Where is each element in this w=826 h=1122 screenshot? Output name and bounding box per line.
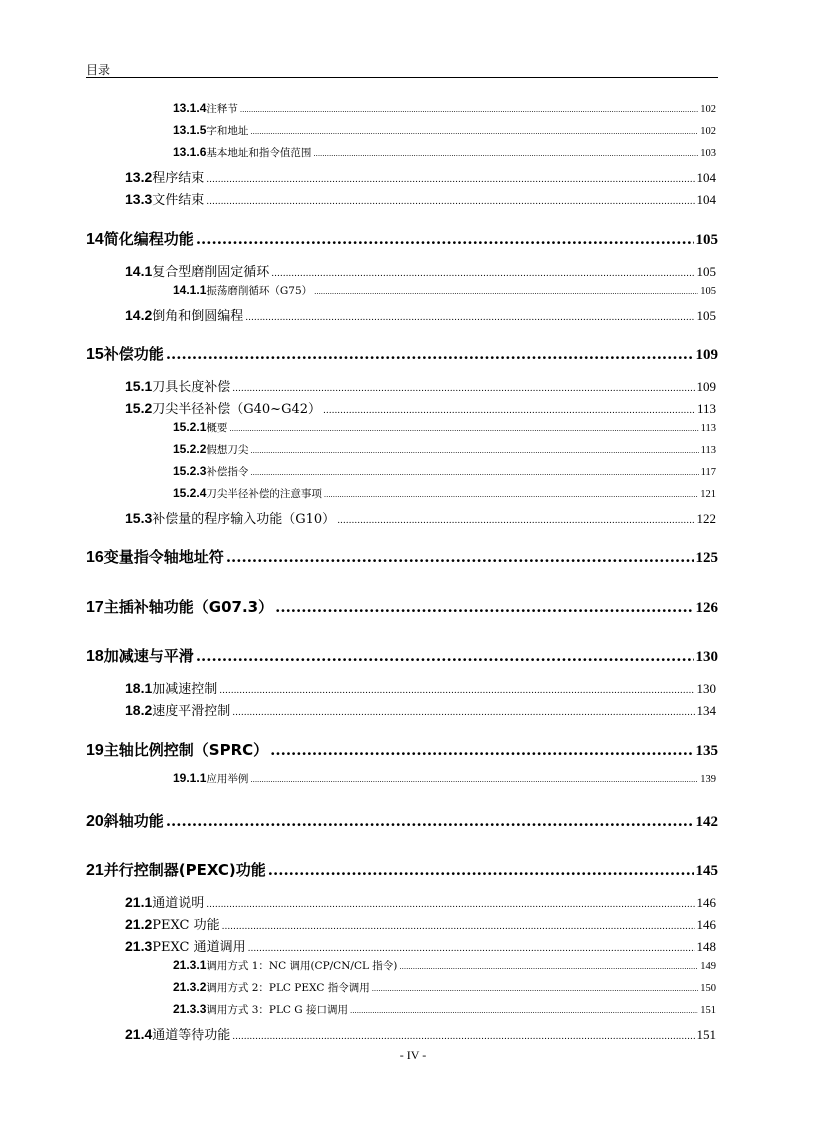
toc-entry-title: 振荡磨削循环（G75） (206, 285, 313, 297)
toc-leader-dots (196, 230, 694, 248)
toc-entry-number: 14.1 (125, 263, 153, 279)
toc-leader-dots (245, 313, 694, 323)
toc-entry-page: 104 (696, 170, 716, 185)
toc-entry-number: 15.2.2 (173, 442, 207, 456)
toc-entry-page: 126 (695, 600, 718, 616)
toc-entry-number: 14 (86, 231, 104, 248)
toc-entry-title: 刀具长度补偿 (152, 380, 231, 395)
toc-entry[interactable] (173, 101, 716, 116)
toc-leader-dots (232, 708, 694, 718)
toc-entry-page: 130 (696, 681, 716, 696)
toc-entry[interactable] (86, 546, 718, 567)
toc-entry-page: 134 (696, 703, 716, 718)
toc-leader-dots (270, 741, 693, 759)
toc-entry[interactable] (173, 123, 716, 138)
toc-entry[interactable] (173, 486, 716, 501)
toc-entry[interactable] (125, 914, 716, 933)
toc-entry-number: 15.2 (125, 400, 153, 416)
toc-leader-dots (166, 345, 694, 363)
toc-entry-number: 19.1.1 (173, 771, 207, 785)
toc-entry-number: 15.2.1 (173, 420, 207, 434)
toc-entry-title: 调用方式 2：PLC PEXC 指令调用 (206, 982, 370, 994)
toc-entry-number: 15.2.3 (173, 464, 207, 478)
toc-entry[interactable] (125, 398, 716, 417)
toc-entry-number: 21.1 (125, 894, 153, 910)
toc-entry-title: 通道等待功能 (152, 1028, 231, 1043)
toc-entry-number: 19 (86, 742, 104, 759)
toc-entry-title: 复合型磨削固定循环 (152, 265, 270, 280)
toc-entry[interactable] (173, 464, 716, 479)
toc-entry[interactable] (86, 596, 718, 617)
toc-leader-dots (337, 516, 694, 526)
toc-entry[interactable] (125, 189, 716, 208)
toc-entry[interactable] (173, 283, 716, 298)
toc-entry[interactable] (86, 645, 718, 666)
toc-leader-dots (240, 106, 698, 114)
toc-entry-title: 通道说明 (152, 896, 205, 911)
toc-entry-page: 130 (695, 649, 718, 665)
toc-entry-page: 148 (696, 939, 716, 954)
toc-entry-page: 151 (700, 1005, 716, 1016)
toc-entry-number: 13.3 (125, 191, 153, 207)
toc-entry-page: 109 (696, 379, 716, 394)
toc-entry-title: 补偿功能 (103, 345, 164, 363)
toc-entry[interactable] (173, 771, 716, 786)
toc-entry[interactable] (125, 508, 716, 527)
toc-leader-dots (206, 197, 694, 207)
toc-entry-number: 13.1.4 (173, 101, 207, 115)
toc-entry-title: 字和地址 (206, 125, 249, 137)
toc-entry[interactable] (173, 958, 716, 973)
toc-leader-dots (248, 944, 695, 954)
toc-entry-page: 151 (696, 1027, 716, 1042)
toc-leader-dots (372, 985, 699, 993)
toc-entry-title: 加减速与平滑 (103, 647, 194, 665)
toc-leader-dots (206, 175, 694, 185)
toc-entry-page: 149 (700, 961, 716, 972)
toc-leader-dots (229, 425, 698, 433)
toc-entry-number: 13.1.5 (173, 123, 207, 137)
toc-entry-number: 14.2 (125, 307, 153, 323)
toc-leader-dots (232, 384, 694, 394)
toc-entry-page: 146 (696, 917, 716, 932)
toc-entry-page: 125 (695, 550, 718, 566)
toc-leader-dots (219, 686, 694, 696)
toc-entry-page: 121 (700, 489, 716, 500)
toc-leader-dots (313, 150, 698, 158)
toc-entry-page: 145 (695, 863, 718, 879)
toc-leader-dots (399, 963, 698, 971)
toc-entry-number: 21.4 (125, 1026, 153, 1042)
toc-entry-title: 应用举例 (206, 773, 249, 785)
toc-entry[interactable] (125, 700, 716, 719)
toc-entry[interactable] (173, 980, 716, 995)
toc-entry-title: 速度平滑控制 (152, 704, 231, 719)
toc-leader-dots (350, 1007, 698, 1015)
toc-entry-page: 102 (700, 104, 716, 115)
toc-entry-number: 18.1 (125, 680, 153, 696)
toc-leader-dots (250, 128, 698, 136)
toc-entry-page: 104 (696, 192, 716, 207)
toc-entry-title: 主插补轴功能（G07.3） (103, 598, 274, 616)
toc-entry-title: 补偿量的程序输入功能（G10） (152, 512, 336, 527)
toc-entry[interactable] (86, 859, 718, 880)
toc-leader-dots (324, 491, 698, 499)
toc-entry-page: 135 (695, 743, 718, 759)
toc-entry-title: 概要 (206, 422, 228, 434)
toc-entry[interactable] (86, 228, 718, 249)
toc-entry[interactable] (125, 1024, 716, 1043)
toc-entry[interactable] (86, 810, 718, 831)
toc-entry-number: 21.2 (125, 916, 153, 932)
toc-entry-title: 程序结束 (152, 171, 205, 186)
toc-entry-title: 刀尖半径补偿的注意事项 (206, 488, 322, 500)
toc-entry-number: 18 (86, 648, 104, 665)
toc-entry-title: 并行控制器(PEXC)功能 (103, 861, 266, 879)
toc-leader-dots (232, 1032, 694, 1042)
toc-entry[interactable] (125, 261, 716, 280)
toc-entry[interactable] (173, 145, 716, 160)
toc-entry-number: 17 (86, 599, 104, 616)
toc-entry-number: 16 (86, 549, 104, 566)
toc-entry[interactable] (125, 376, 716, 395)
toc-entry-title: 注释节 (206, 103, 238, 115)
toc-entry-page: 146 (696, 895, 716, 910)
toc-entry[interactable] (125, 936, 716, 955)
toc-entry[interactable] (125, 678, 716, 697)
toc-leader-dots (250, 447, 698, 455)
toc-entry-title: 主轴比例控制（SPRC） (103, 741, 269, 759)
toc-entry-number: 15 (86, 346, 104, 363)
toc-leader-dots (271, 269, 694, 279)
toc-entry-title: 调用方式 3：PLC G 接口调用 (206, 1004, 349, 1016)
toc-entry-title: 基本地址和指令值范围 (206, 147, 312, 159)
toc-leader-dots (222, 922, 695, 932)
toc-entry-page: 102 (700, 126, 716, 137)
toc-entry[interactable] (125, 892, 716, 911)
toc-entry-number: 18.2 (125, 702, 153, 718)
toc-leader-dots (206, 900, 694, 910)
toc-entry-page: 113 (696, 401, 716, 416)
toc-leader-dots (226, 548, 694, 566)
toc-entry-number: 15.2.4 (173, 486, 207, 500)
toc-entry-number: 21.3.2 (173, 980, 207, 994)
toc-entry-page: 113 (700, 423, 716, 434)
toc-entry-title: 文件结束 (152, 193, 205, 208)
toc-entry-title: 加减速控制 (152, 682, 218, 697)
toc-entry-page: 105 (696, 264, 716, 279)
toc-entry-number: 21.3 (125, 938, 153, 954)
toc-leader-dots (323, 406, 695, 416)
toc-leader-dots (268, 861, 694, 879)
toc-entry[interactable] (173, 420, 716, 435)
toc-entry-title: PEXC 通道调用 (152, 940, 246, 955)
toc-entry-page: 105 (695, 232, 718, 248)
toc-entry[interactable] (86, 739, 718, 760)
toc-entry-number: 13.2 (125, 169, 153, 185)
toc-entry-page: 122 (696, 511, 716, 526)
toc-leader-dots (196, 647, 694, 665)
toc-leader-dots (250, 776, 698, 784)
toc-entry-title: 变量指令轴地址符 (103, 548, 224, 566)
toc-entry-page: 150 (700, 983, 716, 994)
toc-entry[interactable] (125, 305, 716, 324)
toc-leader-dots (275, 598, 693, 616)
toc-entry-title: 倒角和倒圆编程 (152, 309, 244, 324)
toc-entry-title: 刀尖半径补偿（G40~G42） (152, 402, 321, 417)
toc-entry-page: 139 (700, 774, 716, 785)
toc-entry-page: 103 (700, 148, 716, 159)
toc-entry-title: PEXC 功能 (152, 918, 220, 933)
toc-leader-dots (250, 469, 698, 477)
toc-entry-page: 109 (695, 347, 718, 363)
toc-leader-dots (166, 812, 694, 830)
toc-entry[interactable] (173, 1002, 716, 1017)
toc-entry-number: 15.3 (125, 510, 153, 526)
toc-entry-title: 假想刀尖 (206, 444, 249, 456)
toc-entry-number: 13.1.6 (173, 145, 207, 159)
toc-entry-page: 142 (695, 814, 718, 830)
toc-entry-title: 斜轴功能 (103, 812, 164, 830)
toc-entry-page: 113 (700, 445, 716, 456)
toc-entry[interactable] (125, 167, 716, 186)
toc-entry-title: 调用方式 1：NC 调用(CP/CN/CL 指令) (206, 960, 398, 972)
toc-entry-number: 14.1.1 (173, 283, 207, 297)
page-number: - IV - (399, 1048, 427, 1062)
toc-entry[interactable] (173, 442, 716, 457)
toc-entry-page: 117 (700, 467, 716, 478)
toc-leader-dots (314, 288, 698, 296)
toc-entry-page: 105 (700, 286, 716, 297)
running-header: 目录 (86, 63, 111, 77)
toc-entry[interactable] (86, 343, 718, 364)
toc-entry-number: 20 (86, 813, 104, 830)
toc-entry-number: 21.3.1 (173, 958, 207, 972)
toc-entry-title: 简化编程功能 (103, 230, 194, 248)
toc-entry-number: 15.1 (125, 378, 153, 394)
toc-entry-page: 105 (696, 308, 716, 323)
toc-entry-title: 补偿指令 (206, 466, 249, 478)
toc-entry-number: 21 (86, 862, 104, 879)
toc-entry-number: 21.3.3 (173, 1002, 207, 1016)
